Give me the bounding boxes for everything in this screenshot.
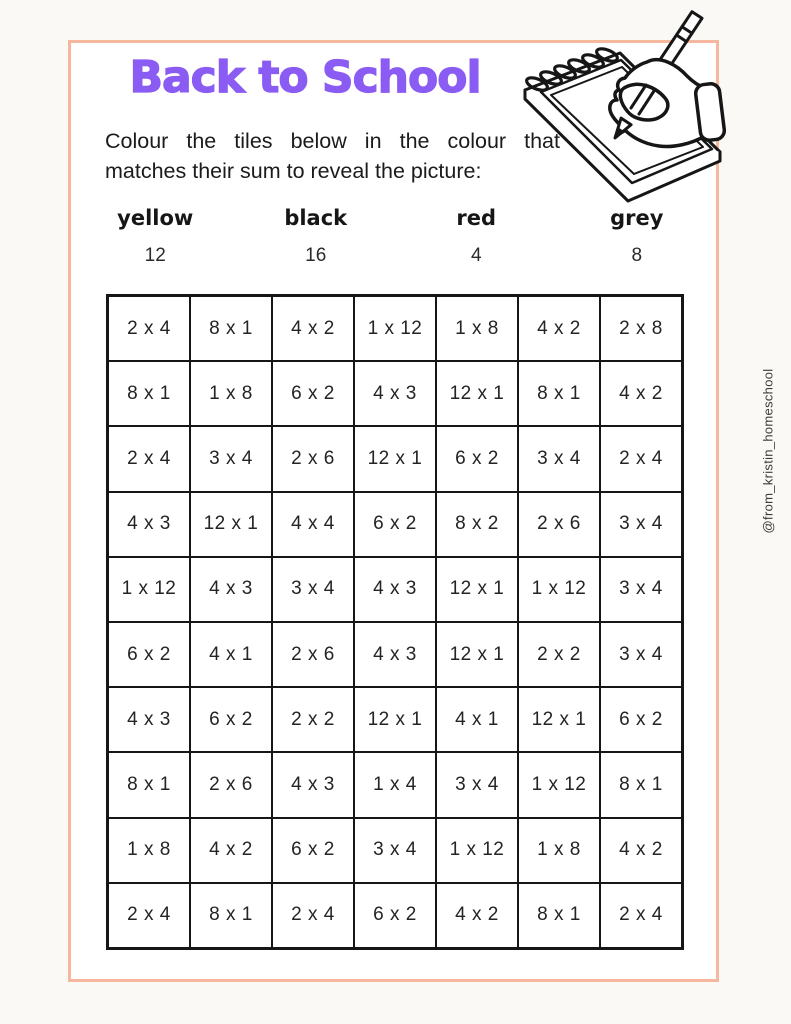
grid-cell: 4 x 2 [600, 361, 682, 426]
grid-cell: 4 x 1 [190, 622, 272, 687]
grid-cell: 12 x 1 [190, 492, 272, 557]
grid-cell: 3 x 4 [272, 557, 354, 622]
grid-cell: 8 x 1 [108, 752, 190, 817]
grid-cell: 3 x 4 [600, 557, 682, 622]
grid-cell: 8 x 2 [436, 492, 518, 557]
legend-sum-value: 8 [631, 245, 643, 266]
grid-cell: 4 x 2 [436, 883, 518, 948]
grid-cell: 12 x 1 [436, 361, 518, 426]
grid-cell: 12 x 1 [518, 687, 600, 752]
grid-cell: 8 x 1 [190, 883, 272, 948]
grid-cell: 4 x 3 [108, 492, 190, 557]
page-title: Back to School [129, 52, 481, 103]
grid-cell: 4 x 1 [436, 687, 518, 752]
grid-cell: 8 x 1 [190, 296, 272, 361]
grid-cell: 1 x 12 [436, 818, 518, 883]
grid-cell: 8 x 1 [108, 361, 190, 426]
grid-cell: 12 x 1 [436, 622, 518, 687]
grid-cell: 1 x 12 [108, 557, 190, 622]
grid-cell: 2 x 4 [108, 296, 190, 361]
grid-cell: 4 x 2 [518, 296, 600, 361]
grid-cell: 8 x 1 [518, 361, 600, 426]
notebook-hand-pencil-icon [515, 8, 785, 208]
grid-cell: 3 x 4 [354, 818, 436, 883]
grid-cell: 1 x 12 [518, 752, 600, 817]
grid-cell: 6 x 2 [272, 818, 354, 883]
grid-cell: 6 x 2 [272, 361, 354, 426]
grid-cell: 12 x 1 [436, 557, 518, 622]
grid-cell: 3 x 4 [436, 752, 518, 817]
grid-cell: 4 x 3 [190, 557, 272, 622]
grid-cell: 2 x 4 [600, 883, 682, 948]
watermark-credit: @from_kristin_homeschool [760, 368, 776, 534]
grid-cell: 2 x 8 [600, 296, 682, 361]
legend-sum-value: 12 [144, 245, 166, 266]
grid-cell: 4 x 3 [272, 752, 354, 817]
grid-cell: 4 x 3 [354, 361, 436, 426]
grid-cell: 2 x 4 [272, 883, 354, 948]
grid-cell: 2 x 4 [108, 426, 190, 491]
grid-cell: 3 x 4 [518, 426, 600, 491]
grid-cell: 2 x 2 [272, 687, 354, 752]
grid-cell: 3 x 4 [600, 622, 682, 687]
grid-cell: 6 x 2 [354, 492, 436, 557]
grid-cell: 2 x 4 [108, 883, 190, 948]
legend-item-red [396, 206, 557, 267]
grid-cell: 3 x 4 [600, 492, 682, 557]
legend-colour-name: yellow [117, 206, 194, 230]
grid-cell: 6 x 2 [190, 687, 272, 752]
grid-cell: 1 x 4 [354, 752, 436, 817]
grid-cell: 1 x 12 [518, 557, 600, 622]
grid-cell: 2 x 6 [272, 426, 354, 491]
grid-cell: 6 x 2 [600, 687, 682, 752]
grid-cell: 3 x 4 [190, 426, 272, 491]
grid-cell: 8 x 1 [600, 752, 682, 817]
grid-cell: 2 x 6 [190, 752, 272, 817]
legend-colour-name: black [284, 206, 348, 230]
grid-cell: 1 x 8 [518, 818, 600, 883]
legend-colour-name: red [456, 206, 497, 230]
grid-cell: 2 x 2 [518, 622, 600, 687]
grid-cell: 12 x 1 [354, 687, 436, 752]
tile-grid [106, 294, 684, 950]
legend-item-yellow [75, 206, 236, 267]
grid-cell: 8 x 1 [518, 883, 600, 948]
colour-legend [75, 206, 717, 267]
instructions-text [105, 126, 560, 186]
grid-cell: 6 x 2 [354, 883, 436, 948]
grid-cell: 6 x 2 [436, 426, 518, 491]
legend-item-grey [557, 206, 718, 267]
legend-colour-name: grey [610, 206, 664, 230]
grid-cell: 2 x 4 [600, 426, 682, 491]
legend-sum-value: 4 [470, 245, 482, 266]
grid-cell: 6 x 2 [108, 622, 190, 687]
grid-cell: 2 x 6 [272, 622, 354, 687]
grid-cell: 4 x 4 [272, 492, 354, 557]
legend-item-black [236, 206, 397, 267]
grid-cell: 4 x 3 [354, 557, 436, 622]
grid-cell: 1 x 8 [190, 361, 272, 426]
grid-cell: 4 x 2 [600, 818, 682, 883]
grid-cell: 2 x 6 [518, 492, 600, 557]
sleeve-cuff-icon [695, 83, 726, 142]
grid-cell: 4 x 2 [190, 818, 272, 883]
grid-cell: 1 x 8 [436, 296, 518, 361]
instructions-line-1: Colour the tiles below in the colour that [105, 129, 560, 153]
grid-cell: 4 x 3 [354, 622, 436, 687]
grid-cell: 4 x 3 [108, 687, 190, 752]
legend-sum-value: 16 [305, 245, 327, 266]
grid-cell: 12 x 1 [354, 426, 436, 491]
grid-cell: 1 x 8 [108, 818, 190, 883]
grid-cell: 4 x 2 [272, 296, 354, 361]
instructions-line-2: matches their sum to reveal the picture: [105, 159, 482, 183]
grid-cell: 1 x 12 [354, 296, 436, 361]
